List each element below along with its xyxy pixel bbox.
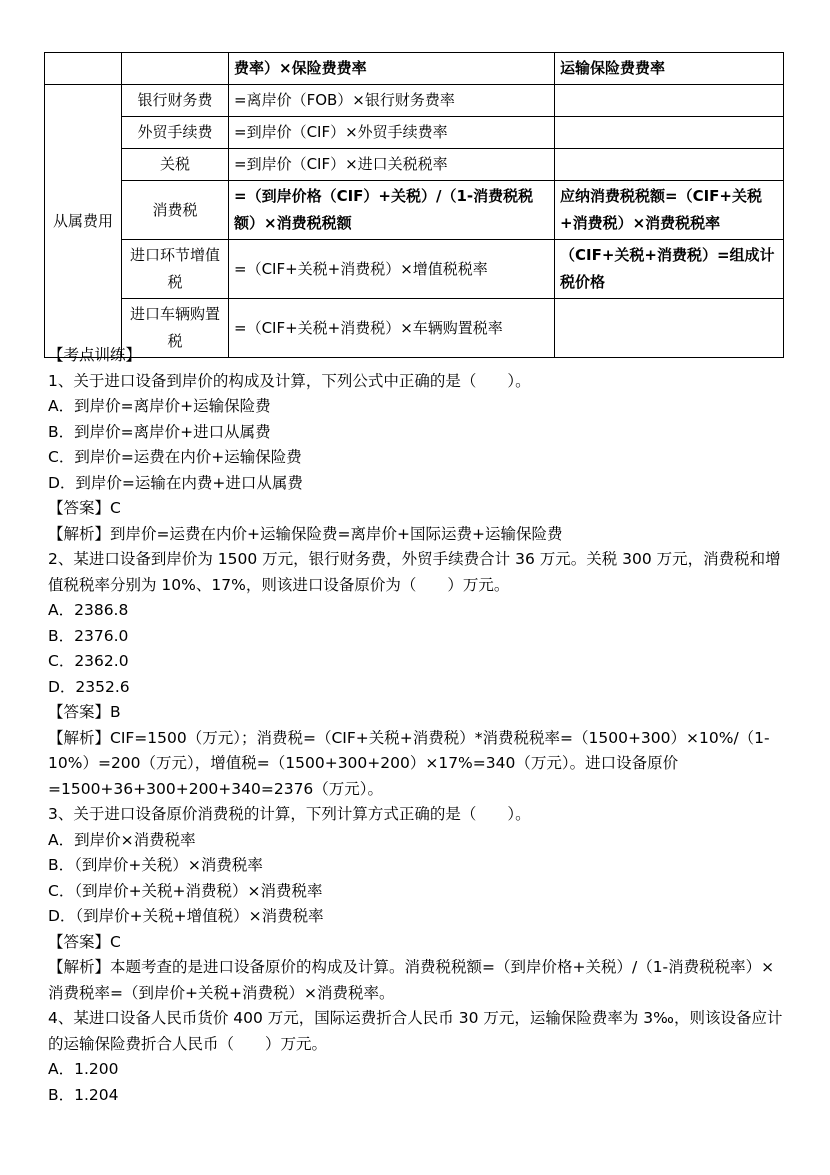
fee-formula: =离岸价（FOB）×银行财务费率 <box>229 85 555 117</box>
table-row <box>45 149 784 181</box>
option: C．（到岸价+关税+消费税）×消费税率 <box>48 881 323 900</box>
fee-table <box>44 52 784 358</box>
option: A．到岸价×消费税率 <box>48 830 196 849</box>
answer: 【答案】C <box>48 932 121 951</box>
table-row <box>45 117 784 149</box>
option: B．2376.0 <box>48 626 129 645</box>
table-cell: 运输保险费费率 <box>555 53 784 85</box>
fee-note <box>555 149 784 181</box>
option: A．到岸价=离岸价+运输保险费 <box>48 397 271 415</box>
option: C．2362.0 <box>48 652 129 670</box>
option: A．1.200 <box>48 1060 119 1078</box>
question-stem: 4、某进口设备人民币货价 400 万元，国际运费折合人民币 30 万元，运输保险费率为 3‰，则该设备应计的运输保险费折合人民币（ ）万元。 <box>48 1009 783 1053</box>
fee-formula: =到岸价（CIF）×外贸手续费率 <box>229 117 555 149</box>
option: D．2352.6 <box>48 677 130 696</box>
fee-formula: =到岸价（CIF）×进口关税税率 <box>229 149 555 181</box>
fee-formula: =（CIF+关税+消费税）×车辆购置税率 <box>229 299 555 358</box>
fee-name: 外贸手续费 <box>122 117 229 149</box>
fee-name: 关税 <box>122 149 229 181</box>
table-row <box>45 53 784 85</box>
table-cell: 费率）×保险费费率 <box>229 53 555 85</box>
analysis: 【解析】到岸价=运费在内价+运输保险费=离岸价+国际运费+运输保险费 <box>48 524 563 543</box>
fee-note: （CIF+关税+消费税）=组成计税价格 <box>555 240 784 299</box>
table-cell <box>45 53 122 85</box>
option: D．到岸价=运输在内费+进口从属费 <box>48 473 303 492</box>
fee-name: 进口车辆购置税 <box>122 299 229 358</box>
option: C．到岸价=运费在内价+运输保险费 <box>48 448 302 466</box>
question-stem: 1、关于进口设备到岸价的构成及计算，下列公式中正确的是（ ）。 <box>48 371 531 390</box>
group-label-cell: 从属费用 <box>45 85 122 358</box>
fee-note: 应纳消费税税额=（CIF+关税+消费税）×消费税税率 <box>555 181 784 240</box>
fee-note <box>555 85 784 117</box>
question-stem: 3、关于进口设备原价消费税的计算，下列计算方式正确的是（ ）。 <box>48 805 531 823</box>
question-stem: 2、某进口设备到岸价为 1500 万元，银行财务费，外贸手续费合计 36 万元。关税 300 万元，消费税和增值税税率分别为 10%、17%，则该进口设备原价为（ ）万元。 <box>48 550 781 594</box>
table-cell <box>122 53 229 85</box>
answer: 【答案】B <box>48 703 121 721</box>
option: B．到岸价=离岸价+进口从属费 <box>48 422 271 441</box>
fee-name: 银行财务费 <box>122 85 229 117</box>
fee-note <box>555 117 784 149</box>
table-row <box>45 181 784 240</box>
table-row <box>45 240 784 299</box>
analysis: 【解析】本题考查的是进口设备原价的构成及计算。消费税税额=（到岸价格+关税）/（1-消费税税率）×消费税率=（到岸价+关税+消费税）×消费税率。 <box>48 958 775 1002</box>
option: B．（到岸价+关税）×消费税率 <box>48 856 263 874</box>
fee-formula: =（到岸价格（CIF）+关税）/（1-消费税税额）×消费税税额 <box>229 181 555 240</box>
exercise-section <box>48 343 788 1108</box>
fee-formula: =（CIF+关税+消费税）×增值税税率 <box>229 240 555 299</box>
option: A．2386.8 <box>48 601 129 619</box>
table-row <box>45 85 784 117</box>
section-title: 【考点训练】 <box>48 346 142 364</box>
fee-name: 进口环节增值税 <box>122 240 229 299</box>
fee-name: 消费税 <box>122 181 229 240</box>
option: B．1.204 <box>48 1085 119 1104</box>
answer: 【答案】C <box>48 499 121 517</box>
option: D．（到岸价+关税+增值税）×消费税率 <box>48 907 324 925</box>
analysis: 【解析】CIF=1500（万元）；消费税=（CIF+关税+消费税）*消费税税率=（1500+300）×10%/（1-10%）=200（万元），增值税=（1500+300+200）×17%=340（万元）。进口设备原价=1500+36+300+200+340=2376（万元）。 <box>48 728 770 798</box>
